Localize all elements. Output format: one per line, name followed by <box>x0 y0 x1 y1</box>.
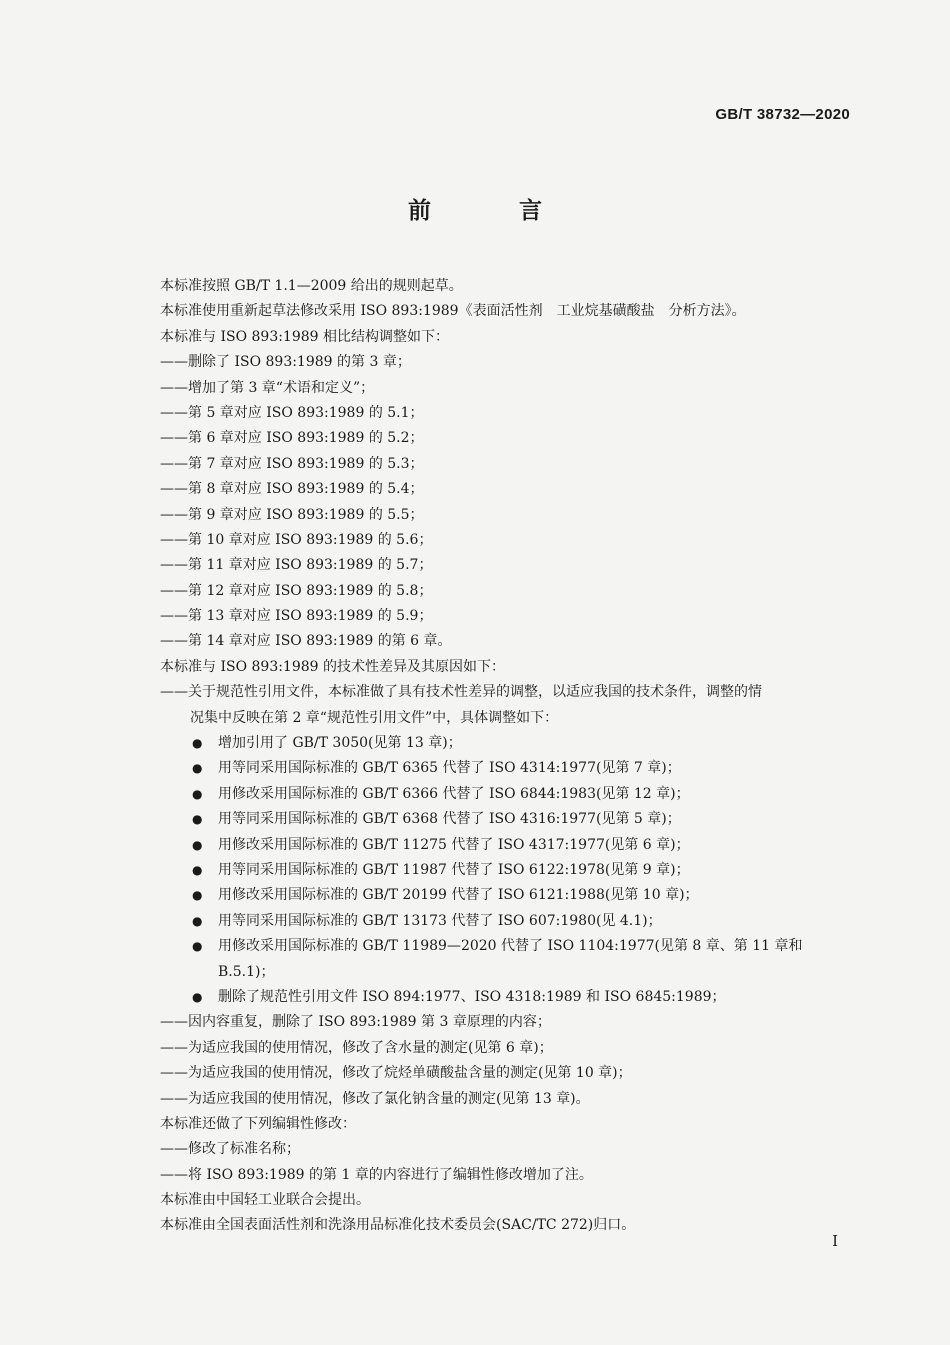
bullet-item <box>160 731 860 756</box>
bullet-text: 用修改采用国际标准的 GB/T 11275 代替了 ISO 4317:1977(见第 6 章)； <box>218 836 690 853</box>
bullet-text: 用等同采用国际标准的 GB/T 6368 代替了 ISO 4316:1977(见第 5 章)； <box>218 811 681 828</box>
bullet-text: 用等同采用国际标准的 GB/T 6365 代替了 ISO 4314:1977(见第 7 章)； <box>218 760 681 777</box>
paragraph-line: 本标准由全国表面活性剂和洗涤用品标准化技术委员会(SAC/TC 272)归口。 <box>160 1217 636 1234</box>
dash-item: ——第 13 章对应 ISO 893:1989 的 5.9； <box>160 608 433 625</box>
bullet-icon: ● <box>192 761 203 776</box>
bullet-icon: ● <box>192 989 203 1004</box>
bullet-item <box>160 858 860 883</box>
bullet-item <box>160 756 860 781</box>
bullet-text: 用修改采用国际标准的 GB/T 20199 代替了 ISO 6121:1988(见第 10 章)； <box>218 887 699 904</box>
dash-item: ——为适应我国的使用情况，修改了烷烃单磺酸盐含量的测定(见第 10 章)； <box>160 1065 632 1082</box>
dash-item: ——第 8 章对应 ISO 893:1989 的 5.4； <box>160 481 424 498</box>
dash-item: ——因内容重复，删除了 ISO 893:1989 第 3 章原理的内容； <box>160 1014 551 1031</box>
standard-number: GB/T 38732—2020 <box>715 106 850 123</box>
bullet-text: 用修改采用国际标准的 GB/T 6366 代替了 ISO 6844:1983(见第 12 章)； <box>218 785 690 802</box>
dash-item: ——关于规范性引用文件，本标准做了具有技术性差异的调整，以适应我国的技术条件，调整的情 <box>160 684 762 701</box>
paragraph-line: 本标准由中国轻工业联合会提出。 <box>160 1192 370 1209</box>
dash-item: ——第 6 章对应 ISO 893:1989 的 5.2； <box>160 430 424 447</box>
dash-item: ——为适应我国的使用情况，修改了含水量的测定(见第 6 章)； <box>160 1039 553 1056</box>
dash-item: ——第 7 章对应 ISO 893:1989 的 5.3； <box>160 455 424 472</box>
dash-item: ——第 10 章对应 ISO 893:1989 的 5.6； <box>160 531 433 548</box>
bullet-text: 用等同采用国际标准的 GB/T 13173 代替了 ISO 607:1980(见 4.1)； <box>218 912 662 929</box>
bullet-icon: ● <box>192 913 203 928</box>
paragraph-line: 本标准使用重新起草法修改采用 ISO 893:1989《表面活性剂 工业烷基磺酸盐 分析方法》。 <box>160 303 746 320</box>
bullet-item <box>160 909 860 934</box>
bullet-icon: ● <box>192 812 203 827</box>
bullet-text: 增加引用了 GB/T 3050(见第 13 章)； <box>218 735 462 752</box>
dash-item: ——第 14 章对应 ISO 893:1989 的第 6 章。 <box>160 633 452 650</box>
paragraph-line: 本标准与 ISO 893:1989 的技术性差异及其原因如下： <box>160 658 506 675</box>
bullet-item <box>160 934 860 959</box>
paragraph-line: B.5.1)； <box>218 963 275 980</box>
bullet-text: 用等同采用国际标准的 GB/T 11987 代替了 ISO 6122:1978(见第 9 章)； <box>218 861 690 878</box>
bullet-icon: ● <box>192 837 203 852</box>
dash-item: ——第 11 章对应 ISO 893:1989 的 5.7； <box>160 557 433 574</box>
dash-item: ——删除了 ISO 893:1989 的第 3 章； <box>160 354 411 371</box>
bullet-icon: ● <box>192 939 203 954</box>
paragraph-line: 本标准还做了下列编辑性修改： <box>160 1115 356 1132</box>
bullet-icon: ● <box>192 786 203 801</box>
dash-item: ——修改了标准名称； <box>160 1141 300 1158</box>
dash-item: ——为适应我国的使用情况，修改了氯化钠含量的测定(见第 13 章)。 <box>160 1090 590 1107</box>
dash-item: ——将 ISO 893:1989 的第 1 章的内容进行了编辑性修改增加了注。 <box>160 1166 593 1183</box>
bullet-item <box>160 985 860 1010</box>
bullet-text: 删除了规范性引用文件 ISO 894:1977、ISO 4318:1989 和 ISO 6845:1989； <box>218 988 726 1005</box>
bullet-item <box>160 782 860 807</box>
bullet-item <box>160 883 860 908</box>
dash-item: ——增加了第 3 章“术语和定义”； <box>160 379 375 396</box>
bullet-item <box>160 807 860 832</box>
bullet-icon: ● <box>192 736 203 751</box>
page-title: 前 言 <box>407 197 582 224</box>
bullet-text: 用修改采用国际标准的 GB/T 11989—2020 代替了 ISO 1104:1977(见第 8 章、第 11 章和 <box>218 938 803 955</box>
foreword-body <box>160 274 860 1239</box>
bullet-icon: ● <box>192 888 203 903</box>
dash-item: ——第 12 章对应 ISO 893:1989 的 5.8； <box>160 582 433 599</box>
page-number: I <box>832 1232 838 1250</box>
paragraph-line: 本标准按照 GB/T 1.1—2009 给出的规则起草。 <box>160 278 463 294</box>
bullet-item <box>160 833 860 858</box>
paragraph-line: 本标准与 ISO 893:1989 相比结构调整如下： <box>160 328 450 345</box>
paragraph-line: 况集中反映在第 2 章“规范性引用文件”中，具体调整如下： <box>190 709 559 726</box>
dash-item: ——第 9 章对应 ISO 893:1989 的 5.5； <box>160 506 424 523</box>
bullet-icon: ● <box>192 862 203 877</box>
dash-item: ——第 5 章对应 ISO 893:1989 的 5.1； <box>160 404 424 421</box>
